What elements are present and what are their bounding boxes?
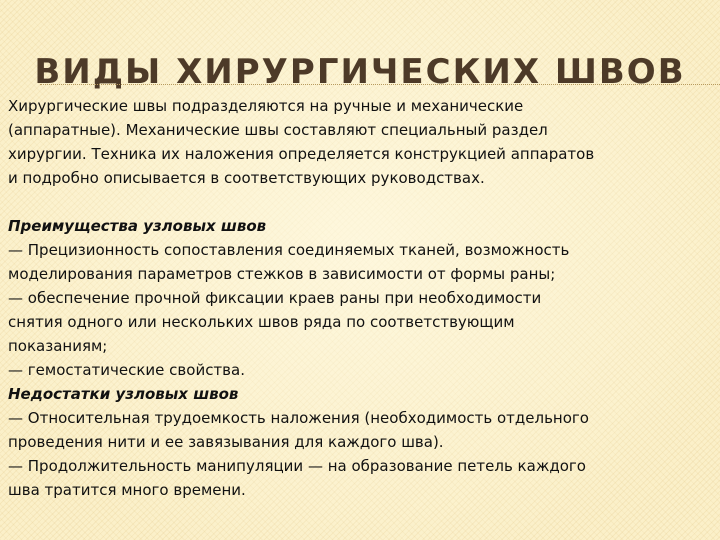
intro-line-3: хирургии. Техника их наложения определяется конструкцией аппаратов [8,145,595,163]
intro-line-1: Хирургические швы подразделяются на ручные и механические [8,97,524,115]
advantages-line-5: показаниям; [8,337,108,355]
advantages-line-1: — Прецизионность сопоставления соединяемых тканей, возможность [8,241,570,259]
paragraph-spacer [8,190,716,214]
slide-title: ВИДЫ ХИРУРГИЧЕСКИХ ШВОВ [34,52,686,92]
advantages-line-4: снятия одного или нескольких швов ряда по соответствующим [8,313,515,331]
disadvantages-line-1: — Относительная трудоемкость наложения (необходимость отдельного [8,409,589,427]
advantages-line-3: — обеспечение прочной фиксации краев раны при необходимости [8,289,542,307]
intro-line-2: (аппаратные). Механические швы составляют специальный раздел [8,121,548,139]
advantages-heading: Преимущества узловых швов [8,217,267,235]
intro-line-4: и подробно описывается в соответствующих руководствах. [8,169,485,187]
disadvantages-line-2: проведения нити и ее завязывания для каждого шва). [8,433,444,451]
disadvantages-heading: Недостатки узловых швов [8,385,239,403]
disadvantages-line-3: — Продолжительность манипуляции — на образование петель каждого [8,457,586,475]
slide-body [8,94,716,502]
advantages-line-6: — гемостатические свойства. [8,361,245,379]
advantages-line-2: моделирования параметров стежков в зависимости от формы раны; [8,265,556,283]
title-divider [40,84,720,85]
disadvantages-line-4: шва тратится много времени. [8,481,246,499]
